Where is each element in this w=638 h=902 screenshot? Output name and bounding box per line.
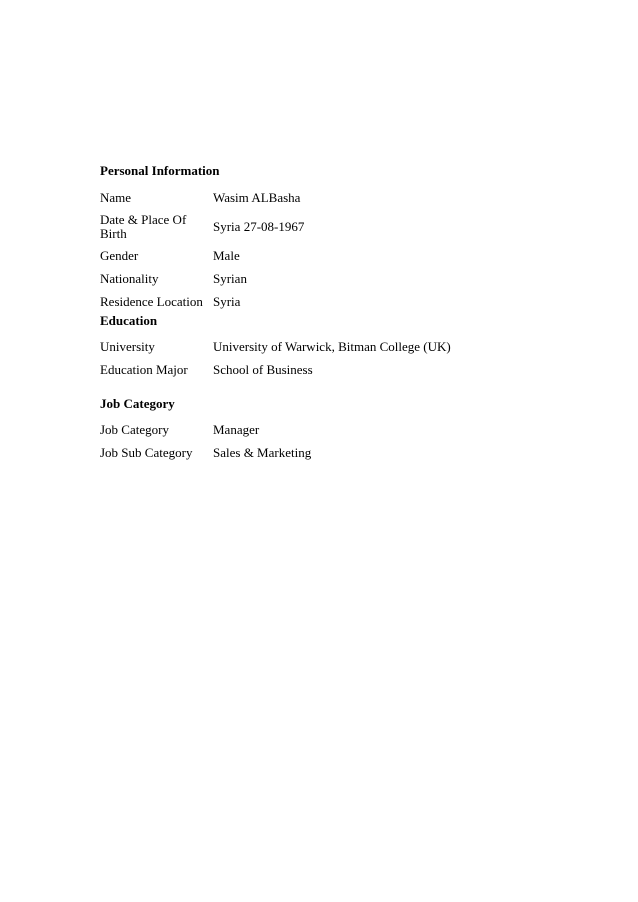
nationality-row bbox=[100, 267, 540, 290]
birth-row bbox=[100, 209, 540, 244]
nationality-value: Syrian bbox=[213, 270, 247, 286]
profile-details bbox=[100, 163, 540, 464]
nationality-label: Nationality bbox=[100, 270, 159, 286]
residence-label: Residence Location bbox=[100, 293, 203, 309]
job-sub-category-label: Job Sub Category bbox=[100, 444, 193, 460]
job-sub-category-value: Sales & Marketing bbox=[213, 444, 312, 460]
education-major-label: Education Major bbox=[100, 361, 188, 377]
job-category-row bbox=[100, 418, 540, 441]
university-label: University bbox=[100, 338, 155, 354]
job-category-label: Job Category bbox=[100, 421, 169, 437]
name-row bbox=[100, 186, 540, 209]
gender-value: Male bbox=[213, 247, 240, 263]
job-sub-category-row bbox=[100, 441, 540, 464]
gender-row bbox=[100, 244, 540, 267]
education-major-value: School of Business bbox=[213, 361, 313, 377]
education-major-row bbox=[100, 358, 540, 381]
section-spacer bbox=[100, 381, 540, 396]
job-category-value: Manager bbox=[213, 421, 260, 437]
residence-value: Syria bbox=[213, 293, 241, 309]
name-label: Name bbox=[100, 189, 132, 205]
birth-label: Date & Place Of Birth bbox=[100, 211, 187, 241]
birth-value: Syria 27-08-1967 bbox=[213, 218, 305, 234]
residence-row bbox=[100, 290, 540, 313]
university-row bbox=[100, 335, 540, 358]
job-category-heading: Job Category bbox=[100, 396, 175, 411]
personal-information-heading: Personal Information bbox=[100, 163, 220, 178]
gender-label: Gender bbox=[100, 247, 139, 263]
name-value: Wasim ALBasha bbox=[213, 189, 301, 205]
education-heading: Education bbox=[100, 313, 158, 328]
university-value: University of Warwick, Bitman College (UK) bbox=[213, 338, 451, 354]
